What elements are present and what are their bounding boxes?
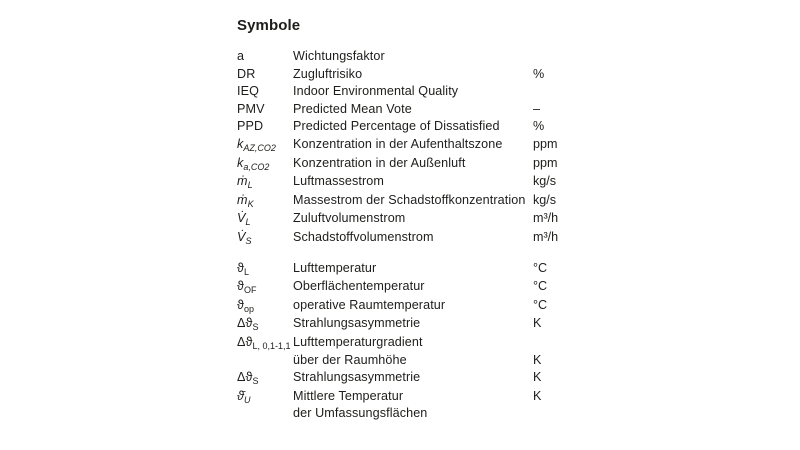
symbol-subscript: S — [252, 322, 259, 333]
symbol-cell — [237, 101, 293, 119]
unit-cell — [533, 48, 567, 66]
symbol-section-1 — [237, 48, 567, 248]
symbol-subscript: a,CO2 — [243, 161, 270, 172]
description-line: Strahlungsasymmetrie — [293, 316, 421, 331]
symbol-base: ϑ — [237, 279, 244, 294]
symbol-cell — [237, 210, 293, 229]
unit-cell: % — [533, 119, 545, 134]
symbol-base: ϑ — [237, 260, 244, 275]
symbol-base: Δϑ — [237, 316, 253, 331]
symbol-base: PPD — [237, 119, 264, 134]
symbol-cell — [237, 369, 293, 388]
symbol-base: DR — [237, 66, 256, 81]
symbol-section-2 — [237, 260, 567, 423]
unit-cell: m³/h — [533, 229, 559, 244]
symbol-row — [237, 210, 567, 229]
symbol-row — [237, 136, 567, 155]
symbol-row — [237, 278, 567, 297]
symbol-base: k — [237, 136, 244, 151]
description-line: Massestrom der Schadstoffkonzentration — [293, 192, 526, 207]
description-cell — [293, 260, 533, 279]
description-cell — [293, 278, 533, 297]
description-line: Luftmassestrom — [293, 174, 384, 189]
unit-cell: °C — [533, 279, 548, 294]
symbol-base: V̇ — [237, 211, 246, 226]
description-line: Zugluftrisiko — [293, 66, 363, 81]
symbol-base: V̇ — [237, 229, 246, 244]
description-cell — [293, 369, 533, 388]
symbol-subscript: op — [244, 303, 255, 314]
description-cell — [293, 155, 533, 174]
unit-cell: kg/s — [533, 174, 557, 189]
symbol-cell — [237, 136, 293, 155]
description-line: über der Raumhöhe — [293, 352, 407, 367]
unit-cell: ppm — [533, 136, 558, 151]
symbol-cell — [237, 155, 293, 174]
symbol-subscript: AZ,CO2 — [243, 142, 276, 153]
symbol-subscript: OF — [244, 285, 257, 296]
symbol-row — [237, 297, 567, 316]
symbol-base: Δϑ — [237, 334, 253, 349]
symbol-cell — [237, 334, 293, 369]
symbol-row — [237, 48, 567, 66]
unit-value: K — [533, 388, 542, 403]
symbol-row — [237, 315, 567, 334]
symbol-row — [237, 229, 567, 248]
description-cell — [293, 334, 533, 369]
symbol-row — [237, 173, 567, 192]
symbol-subscript: K — [247, 198, 254, 209]
symbol-row — [237, 388, 567, 423]
unit-cell: – — [533, 101, 541, 116]
symbols-block — [237, 17, 567, 423]
symbol-subscript: L — [247, 180, 253, 191]
symbol-cell — [237, 83, 293, 101]
symbol-row — [237, 334, 567, 369]
symbol-subscript: U — [244, 394, 251, 405]
symbol-cell — [237, 315, 293, 334]
description-line: Zuluftvolumenstrom — [293, 211, 406, 226]
description-cell — [293, 297, 533, 316]
description-cell — [293, 136, 533, 155]
symbol-row — [237, 260, 567, 279]
symbol-cell — [237, 260, 293, 279]
description-line: Indoor Environmental Quality — [293, 84, 459, 99]
symbol-row — [237, 369, 567, 388]
symbol-cell — [237, 173, 293, 192]
description-line: Schadstoffvolumenstrom — [293, 229, 434, 244]
symbol-base: a — [237, 49, 245, 63]
description-cell — [293, 83, 533, 101]
unit-cell: K — [533, 370, 542, 385]
unit-cell — [533, 83, 567, 101]
description-cell — [293, 101, 533, 119]
symbol-base: ṁ — [237, 192, 248, 207]
description-cell — [293, 388, 533, 423]
symbol-cell — [237, 118, 293, 136]
symbol-cell — [237, 278, 293, 297]
description-line: operative Raumtemperatur — [293, 297, 446, 312]
description-cell — [293, 66, 533, 84]
unit-cell: % — [533, 66, 545, 81]
symbol-cell — [237, 192, 293, 211]
unit-cell — [533, 334, 567, 369]
unit-cell: °C — [533, 297, 548, 312]
symbol-base: k — [237, 155, 244, 170]
symbol-cell — [237, 229, 293, 248]
description-line: Konzentration in der Aufenthaltszone — [293, 136, 503, 151]
description-line: Oberflächentemperatur — [293, 279, 425, 294]
description-cell — [293, 210, 533, 229]
symbol-base: ϑ̄ — [237, 388, 245, 403]
symbol-subscript: L, 0,1-1,1 — [252, 340, 291, 351]
symbol-base: IEQ — [237, 84, 259, 99]
description-line: Lufttemperaturgradient — [293, 334, 423, 349]
symbol-base: PMV — [237, 101, 265, 116]
symbol-base: Δϑ — [237, 370, 253, 385]
description-cell — [293, 118, 533, 136]
unit-cell: K — [533, 316, 542, 331]
symbol-row — [237, 101, 567, 119]
description-cell — [293, 192, 533, 211]
unit-cell: °C — [533, 260, 548, 275]
symbol-subscript: S — [252, 376, 259, 387]
unit-cell: ppm — [533, 155, 558, 170]
description-line: Predicted Mean Vote — [293, 101, 412, 116]
symbol-row — [237, 118, 567, 136]
symbol-row — [237, 155, 567, 174]
unit-value: K — [533, 352, 542, 367]
symbol-subscript: S — [245, 235, 252, 246]
unit-cell — [533, 388, 567, 423]
description-line: Predicted Percentage of Dissatisfied — [293, 119, 500, 134]
description-line: der Umfassungsflächen — [293, 406, 428, 421]
unit-cell: m³/h — [533, 211, 559, 226]
symbol-row — [237, 83, 567, 101]
page-title: Symbole — [237, 17, 301, 34]
description-line: Strahlungsasymmetrie — [293, 370, 421, 385]
symbol-row — [237, 192, 567, 211]
symbol-row — [237, 66, 567, 84]
description-cell — [293, 48, 533, 66]
symbol-base: ϑ — [237, 297, 244, 312]
symbol-cell — [237, 297, 293, 316]
description-cell — [293, 173, 533, 192]
symbol-base: ṁ — [237, 174, 248, 189]
symbol-cell — [237, 66, 293, 84]
symbol-cell — [237, 48, 293, 66]
description-line: Lufttemperatur — [293, 260, 377, 275]
description-cell — [293, 315, 533, 334]
symbol-subscript: L — [244, 266, 250, 277]
unit-cell: kg/s — [533, 192, 557, 207]
description-line: Mittlere Temperatur — [293, 388, 404, 403]
symbol-subscript: L — [245, 217, 251, 228]
symbol-table — [237, 48, 567, 423]
symbol-cell — [237, 388, 293, 423]
description-cell — [293, 229, 533, 248]
description-line: Konzentration in der Außenluft — [293, 155, 466, 170]
description-line: Wichtungsfaktor — [293, 49, 385, 63]
